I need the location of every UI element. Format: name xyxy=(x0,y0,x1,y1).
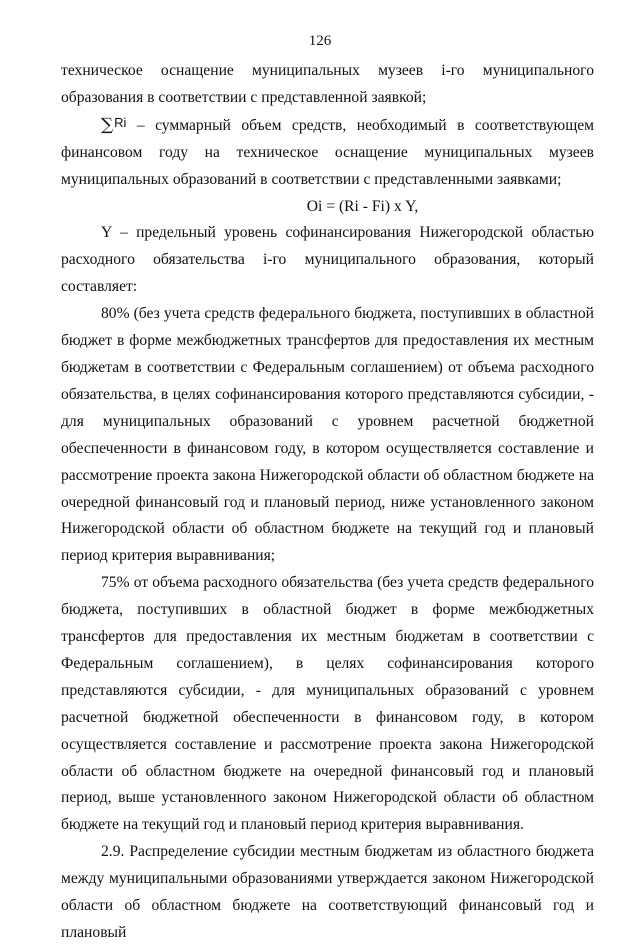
paragraph-2-9-distribution: 2.9. Распределение субсидии местным бюджетам из областного бюджета между муниципальными образованиями утверждается законом Нижегородской области об областном бюджете на соответствующий финансовый год и плановый xyxy=(61,843,594,941)
document-body xyxy=(61,58,594,947)
paragraph-sum-definition xyxy=(61,112,594,194)
sum-definition-text: – суммарный объем средств, необходимый в соответствующем финансовом году на техническое оснащение муниципальных музеев муниципальных образований в соответствии с представленными заявками; xyxy=(61,116,594,188)
paragraph-80-percent: 80% (без учета средств федерального бюджета, поступивших в областной бюджет в форме межбюджетных трансфертов для предоставления их местным бюджетам в соответствии с Федеральным соглашением) от объема расходного обязательства, в целях софинансирования которого представляются субсидии, - для муниципальных образований с уровнем расчетной бюджетной обеспеченности в финансовом году, в котором осуществляется составление и рассмотрение проекта закона Нижегородской области об областном бюджете на очередной финансовый год и плановый период, ниже установленного законом Нижегородской области об областном бюджете на текущий год и плановый период критерия выравнивания; xyxy=(61,305,594,565)
paragraph-museum-equipment: техническое оснащение муниципальных музеев i-го муниципального образования в соответствии с представленной заявкой; xyxy=(61,62,594,106)
sum-symbol: ∑ xyxy=(101,114,114,135)
formula: Oi = (Ri - Fi) x Y, xyxy=(306,197,419,215)
sum-subscript: Ri xyxy=(114,114,127,130)
paragraph-75-percent: 75% от объема расходного обязательства (без учета средств федерального бюджета, поступивших в областной бюджет в форме межбюджетных трансфертов для предоставления их местным бюджетам в соответствии с Федеральным соглашением), в целях софинансирования которого представляются субсидии, - для муниципальных образований с уровнем расчетной бюджетной обеспеченности в финансовом году, в котором осуществляется составление и рассмотрение проекта закона Нижегородской области об областном бюджете на очередной финансовый год и плановый период, выше установленного законом Нижегородской области об областном бюджете на текущий год и плановый период критерия выравнивания. xyxy=(61,574,594,834)
paragraph-cofinancing-level: Y – предельный уровень софинансирования Нижегородской областью расходного обязательства i-го муниципального образования, который составляет: xyxy=(61,224,594,296)
page-number: 126 xyxy=(308,33,332,49)
